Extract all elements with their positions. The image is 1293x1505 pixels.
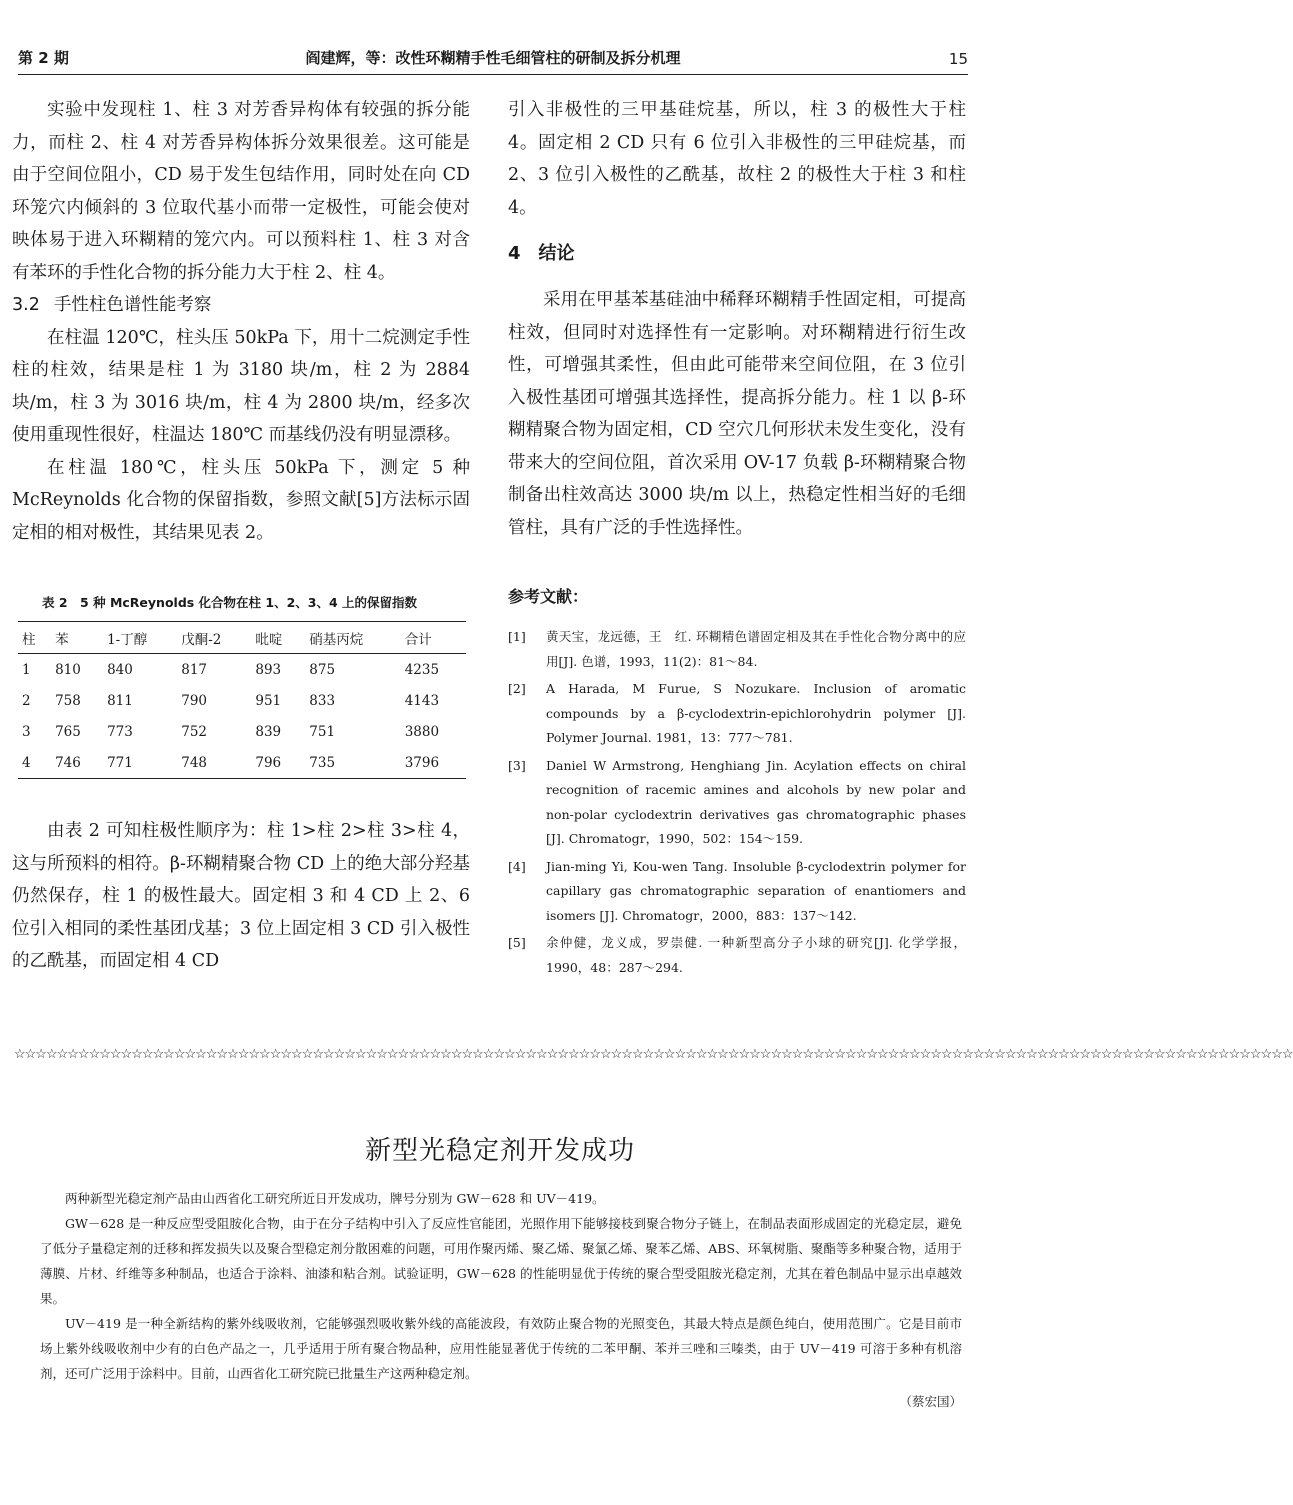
table-header-cell: 柱 — [22, 631, 36, 648]
table-cell: 752 — [181, 723, 208, 740]
table-cell: 839 — [255, 723, 282, 740]
table-header-cell: 吡啶 — [255, 631, 283, 648]
news-author: （蔡宏国） — [899, 1394, 962, 1409]
issue-number: 第 2 期 — [18, 49, 69, 67]
news-article — [40, 1186, 962, 1410]
reference-item — [508, 625, 966, 674]
reference-item — [508, 855, 966, 929]
table-cell: 4235 — [404, 661, 440, 678]
right-column — [508, 94, 966, 983]
table-cell: 817 — [181, 661, 208, 678]
reference-number: [4] — [508, 858, 526, 874]
table-cell: 751 — [309, 723, 336, 740]
paragraph: 由表 2 可知柱极性顺序为：柱 1>柱 2>柱 3>柱 4，这与所预料的相符。β-环糊精聚合物 CD 上的绝大部分羟基仍然保存，柱 1 的极性最大。固定相 3 和 4 CD 上 2、6 位引入相同的柔性基团戊基；3 位上固定相 3 CD 引入极性的乙酰基，而固定相 4 CD — [12, 821, 470, 971]
table-header-cell: 硝基丙烷 — [309, 631, 364, 648]
table-cell: 735 — [309, 754, 336, 771]
retention-index-table — [18, 621, 466, 779]
left-column — [12, 94, 470, 978]
references-heading: 参考文献： — [508, 587, 589, 606]
table-row — [18, 654, 466, 686]
table-cell: 748 — [181, 754, 208, 771]
running-title: 阎建辉，等：改性环糊精手性毛细管柱的研制及拆分机理 — [305, 49, 681, 67]
table-cell: 4143 — [404, 692, 440, 709]
paragraph: 在柱温 180℃，柱头压 50kPa 下，测定 5 种 McReynolds 化合物的保留指数，参照文献[5]方法标示固定相的相对极性，其结果见表 2。 — [12, 457, 470, 543]
table-cell: 746 — [55, 754, 81, 771]
table-cell: 758 — [55, 692, 81, 709]
table-cell: 771 — [107, 754, 133, 771]
table-header-cell: 戊酮-2 — [181, 631, 222, 648]
table-cell: 796 — [255, 754, 282, 771]
reference-item — [508, 754, 966, 852]
table-header-cell: 1-丁醇 — [107, 631, 148, 648]
star-divider: ☆☆☆☆☆☆☆☆☆☆☆☆☆☆☆☆☆☆☆☆☆☆☆☆☆☆☆☆☆☆☆☆☆☆☆☆☆☆☆☆☆☆☆☆☆☆☆☆☆☆☆☆☆☆☆☆☆☆☆☆☆☆☆☆☆☆☆☆☆☆☆☆☆☆☆☆☆☆☆☆☆☆☆☆☆☆☆☆☆☆☆☆☆☆☆☆☆☆☆☆☆☆☆☆☆☆☆☆☆☆☆☆☆☆☆☆☆☆☆☆ — [14, 1047, 1293, 1062]
table-cell: 3880 — [404, 723, 440, 740]
reference-item — [508, 931, 966, 980]
table-cell: 840 — [107, 661, 133, 678]
section-number: 4 — [508, 243, 521, 264]
paragraph: 采用在甲基苯基硅油中稀释环糊精手性固定相，可提高柱效，但同时对选择性有一定影响。对环糊精进行衍生改性，可增强其柔性，但由此可能带来空间位阻，在 3 位引入极性基团可增强其选择性，提高拆分能力。柱 1 以 β-环糊精聚合物为固定相，CD 空穴几何形状未发生变化，没有带来大的空间位阻，首次采用 OV-17 负载 β-环糊精聚合物制备出柱效高达 3000 块/m 以上，热稳定性相当好的毛细管柱，具有广泛的手性选择性。 — [508, 290, 966, 538]
table-row — [18, 716, 466, 747]
section-title: 手性柱色谱性能考察 — [53, 295, 212, 315]
page-number: 15 — [948, 50, 968, 68]
section-heading-3-2 — [12, 289, 470, 322]
table-header-row — [18, 622, 466, 654]
table-cell: 951 — [255, 692, 282, 709]
reference-text: 余仲健，龙义成，罗崇健. 一种新型高分子小球的研究[J]. 化学学报，1990，48：287～294. — [546, 935, 966, 975]
table-row — [18, 747, 466, 779]
table-header-cell: 合计 — [404, 631, 432, 648]
reference-text: A Harada, M Furue, S Nozukare. Inclusion of aromatic compounds by a β-cyclodextrin-epichlorohydrin polymer [J]. Polymer Journal. 1981，13：777～781. — [546, 681, 966, 745]
table-cell: 4 — [22, 754, 31, 771]
reference-text: Jian-ming Yi, Kou-wen Tang. Insoluble β-cyclodextrin polymer for capillary gas chromatographic separation of enantiomers and isomers [J]. Chromatogr，2000，883：137～142. — [546, 858, 966, 923]
table-cell: 773 — [107, 723, 133, 740]
section-title: 结论 — [538, 243, 575, 264]
paragraph: 实验中发现柱 1、柱 3 对芳香异构体有较强的拆分能力，而柱 2、柱 4 对芳香异构体拆分效果很差。这可能是由于空间位阻小，CD 易于发生包结作用，同时处在向 CD 环笼穴内倾斜的 3 位取代基小而带一定极性，可能会使对映体易于进入环糊精的笼穴内。可以预料柱 1、柱 3 对含有苯环的手性化合物的拆分能力大于柱 2、柱 4。 — [12, 100, 470, 283]
reference-text: Daniel W Armstrong, Henghiang Jin. Acylation effects on chiral recognition of racemic amines and alcohols by new polar and non-polar cyclodextrin derivatives gas chromatographic phases [J]. Chromatogr，1990，502：154～159. — [546, 757, 966, 846]
table-cell: 765 — [55, 723, 81, 740]
news-paragraph: 两种新型光稳定剂产品由山西省化工研究所近日开发成功，牌号分别为 GW－628 和 UV－419。 — [65, 1191, 605, 1206]
table-cell: 790 — [181, 692, 208, 709]
reference-number: [1] — [508, 629, 526, 644]
table-cell: 2 — [22, 692, 31, 709]
table-cell: 1 — [22, 661, 31, 678]
table-cell: 893 — [255, 661, 282, 678]
reference-list — [508, 625, 966, 980]
table-header-cell: 苯 — [55, 631, 69, 648]
reference-number: [5] — [508, 935, 526, 950]
running-header — [18, 44, 968, 75]
paragraph: 引入非极性的三甲基硅烷基，所以，柱 3 的极性大于柱 4。固定相 2 CD 只有 6 位引入非极性的三甲硅烷基，而 2、3 位引入极性的乙酰基，故柱 2 的极性大于柱 3 和柱 4。 — [508, 100, 966, 218]
table-cell: 3796 — [404, 754, 440, 771]
table-cell: 875 — [309, 661, 336, 678]
reference-number: [3] — [508, 757, 526, 773]
reference-number: [2] — [508, 681, 526, 696]
table-cell: 3 — [22, 723, 31, 740]
paragraph: 在柱温 120℃，柱头压 50kPa 下，用十二烷测定手性柱的柱效，结果是柱 1 为 3180 块/m，柱 2 为 2884 块/m，柱 3 为 3016 块/m，柱 4 为 2800 块/m，经多次使用重现性很好，柱温达 180℃ 而基线仍没有明显漂移。 — [12, 327, 470, 445]
news-paragraph: GW－628 是一种反应型受阻胺化合物，由于在分子结构中引入了反应性官能团，光照作用下能够接枝到聚合物分子链上，在制品表面形成固定的光稳定层，避免了低分子量稳定剂的迁移和挥发损失以及聚合型稳定剂分散困难的问题，可用作聚丙烯、聚乙烯、聚氯乙烯、聚苯乙烯、ABS、环氧树脂、聚酯等多种聚合物，适用于薄膜、片材、纤维等多种制品，也适合于涂料、油漆和粘合剂。试验证明，GW－628 的性能明显优于传统的聚合型受阻胺光稳定剂，尤其在着色制品中显示出卓越效果。 — [40, 1216, 962, 1306]
reference-text: 黄天宝，龙远德，王 红. 环糊精色谱固定相及其在手性化合物分离中的应用[J]. 色谱，1993，11(2)：81～84. — [546, 629, 966, 669]
table-caption: 表 2 5 种 McReynolds 化合物在柱 1、2、3、4 上的保留指数 — [42, 595, 418, 610]
reference-item — [508, 677, 966, 751]
table-row — [18, 685, 466, 716]
table-cell: 811 — [107, 692, 133, 709]
news-paragraph: UV－419 是一种全新结构的紫外线吸收剂，它能够强烈吸收紫外线的高能波段，有效防止聚合物的光照变色，其最大特点是颜色纯白，使用范围广。它是目前市场上紫外线吸收剂中少有的白色产品之一，几乎适用于所有聚合物品种，应用性能显著优于传统的二苯甲酮、苯并三唑和三嗪类，由于 UV－419 可溶于多种有机溶剂，还可广泛用于涂料中。目前，山西省化工研究院已批量生产这两种稳定剂。 — [40, 1316, 962, 1381]
table-cell: 833 — [309, 692, 336, 709]
table-cell: 810 — [55, 661, 81, 678]
section-heading-4 — [508, 238, 966, 270]
news-title: 新型光稳定剂开发成功 — [364, 1136, 635, 1166]
section-number: 3.2 — [12, 295, 40, 315]
